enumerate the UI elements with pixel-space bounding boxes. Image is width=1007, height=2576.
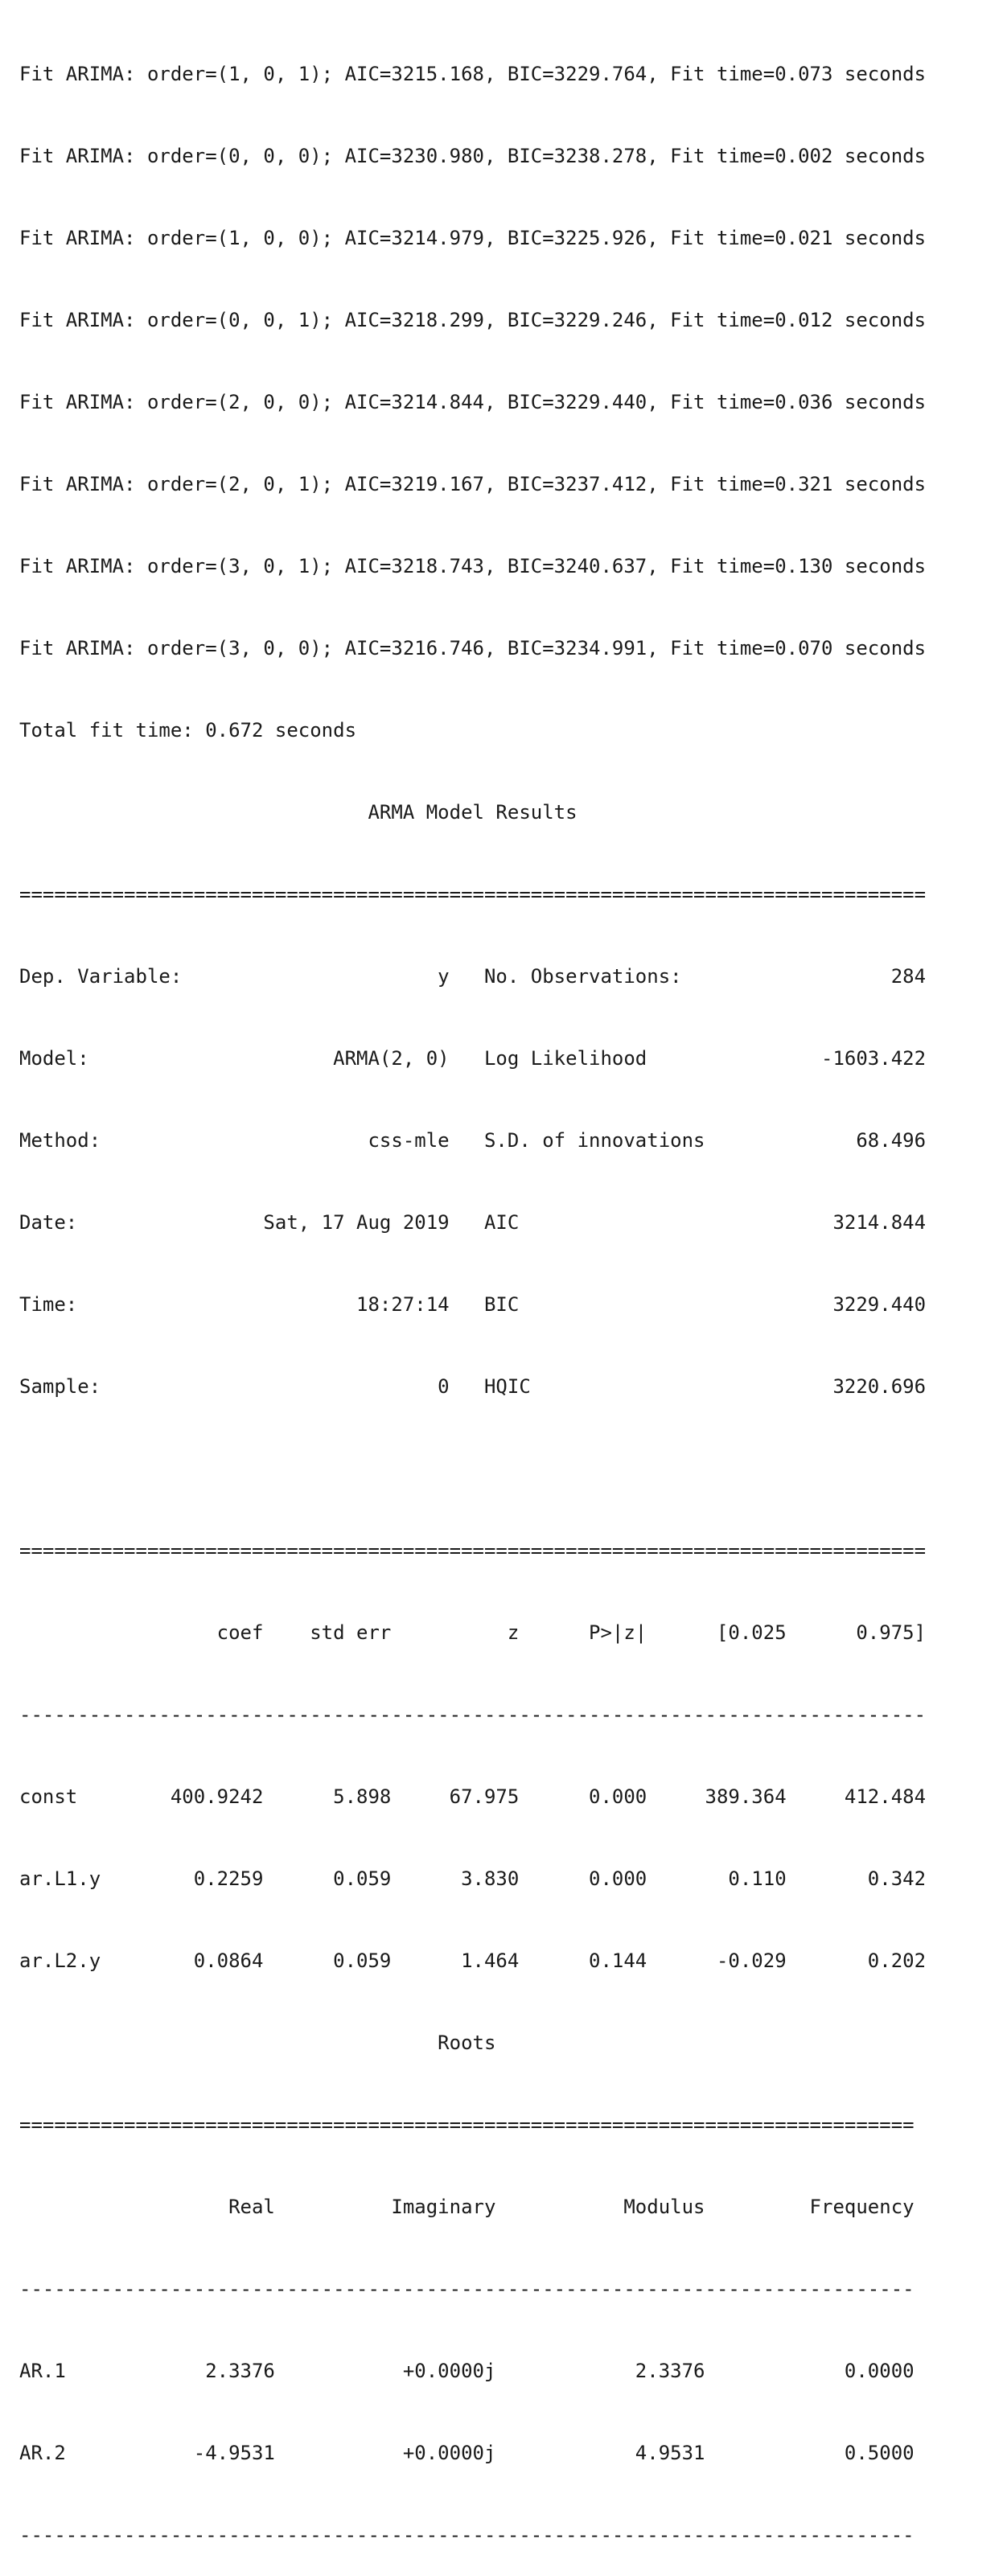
coef-row: const 400.9242 5.898 67.975 0.000 389.364 412.484 <box>19 1785 927 1808</box>
separator-double: ============================================================================= <box>19 2114 915 2136</box>
model-info-row: Method: css-mle S.D. of innovations 68.496 <box>19 1129 927 1152</box>
console-output <box>19 6 1004 2576</box>
fit-line: Fit ARIMA: order=(0, 0, 0); AIC=3230.980, BIC=3238.278, Fit time=0.002 seconds <box>19 145 927 167</box>
separator-double: ============================================================================== <box>19 883 927 906</box>
model-info-row: Sample: 0 HQIC 3220.696 <box>19 1375 927 1398</box>
results-title: ARMA Model Results <box>19 801 927 824</box>
fit-line: Fit ARIMA: order=(1, 0, 1); AIC=3215.168, BIC=3229.764, Fit time=0.073 seconds <box>19 63 927 85</box>
fit-line: Fit ARIMA: order=(3, 0, 1); AIC=3218.743, BIC=3240.637, Fit time=0.130 seconds <box>19 555 927 577</box>
separator-dash: ----------------------------------------------------------------------------- <box>19 2278 915 2300</box>
fit-line: Fit ARIMA: order=(1, 0, 0); AIC=3214.979, BIC=3225.926, Fit time=0.021 seconds <box>19 227 927 249</box>
separator-double: ============================================================================== <box>19 1539 927 1562</box>
total-fit-time: Total fit time: 0.672 seconds <box>19 719 357 742</box>
fit-line: Fit ARIMA: order=(0, 0, 1); AIC=3218.299, BIC=3229.246, Fit time=0.012 seconds <box>19 309 927 331</box>
fit-line: Fit ARIMA: order=(2, 0, 1); AIC=3219.167, BIC=3237.412, Fit time=0.321 seconds <box>19 473 927 495</box>
separator-dash: ----------------------------------------------------------------------------- <box>19 2524 915 2546</box>
fit-line: Fit ARIMA: order=(3, 0, 0); AIC=3216.746, BIC=3234.991, Fit time=0.070 seconds <box>19 637 927 659</box>
roots-header: Real Imaginary Modulus Frequency <box>19 2196 915 2218</box>
roots-title: Roots <box>19 2032 915 2054</box>
blank-line <box>19 1455 1004 1482</box>
separator-dash: ------------------------------------------------------------------------------ <box>19 1703 927 1726</box>
roots-row: AR.2 -4.9531 +0.0000j 4.9531 0.5000 <box>19 2442 915 2464</box>
fit-line: Fit ARIMA: order=(2, 0, 0); AIC=3214.844, BIC=3229.440, Fit time=0.036 seconds <box>19 391 927 413</box>
model-info-row: Date: Sat, 17 Aug 2019 AIC 3214.844 <box>19 1211 927 1234</box>
model-info-row: Dep. Variable: y No. Observations: 284 <box>19 965 927 988</box>
coef-row: ar.L2.y 0.0864 0.059 1.464 0.144 -0.029 0.202 <box>19 1949 927 1972</box>
model-info-row: Time: 18:27:14 BIC 3229.440 <box>19 1293 927 1316</box>
model-info-row: Model: ARMA(2, 0) Log Likelihood -1603.422 <box>19 1047 927 1070</box>
coef-row: ar.L1.y 0.2259 0.059 3.830 0.000 0.110 0.342 <box>19 1867 927 1890</box>
coef-header: coef std err z P>|z| [0.025 0.975] <box>19 1621 927 1644</box>
roots-row: AR.1 2.3376 +0.0000j 2.3376 0.0000 <box>19 2360 915 2382</box>
